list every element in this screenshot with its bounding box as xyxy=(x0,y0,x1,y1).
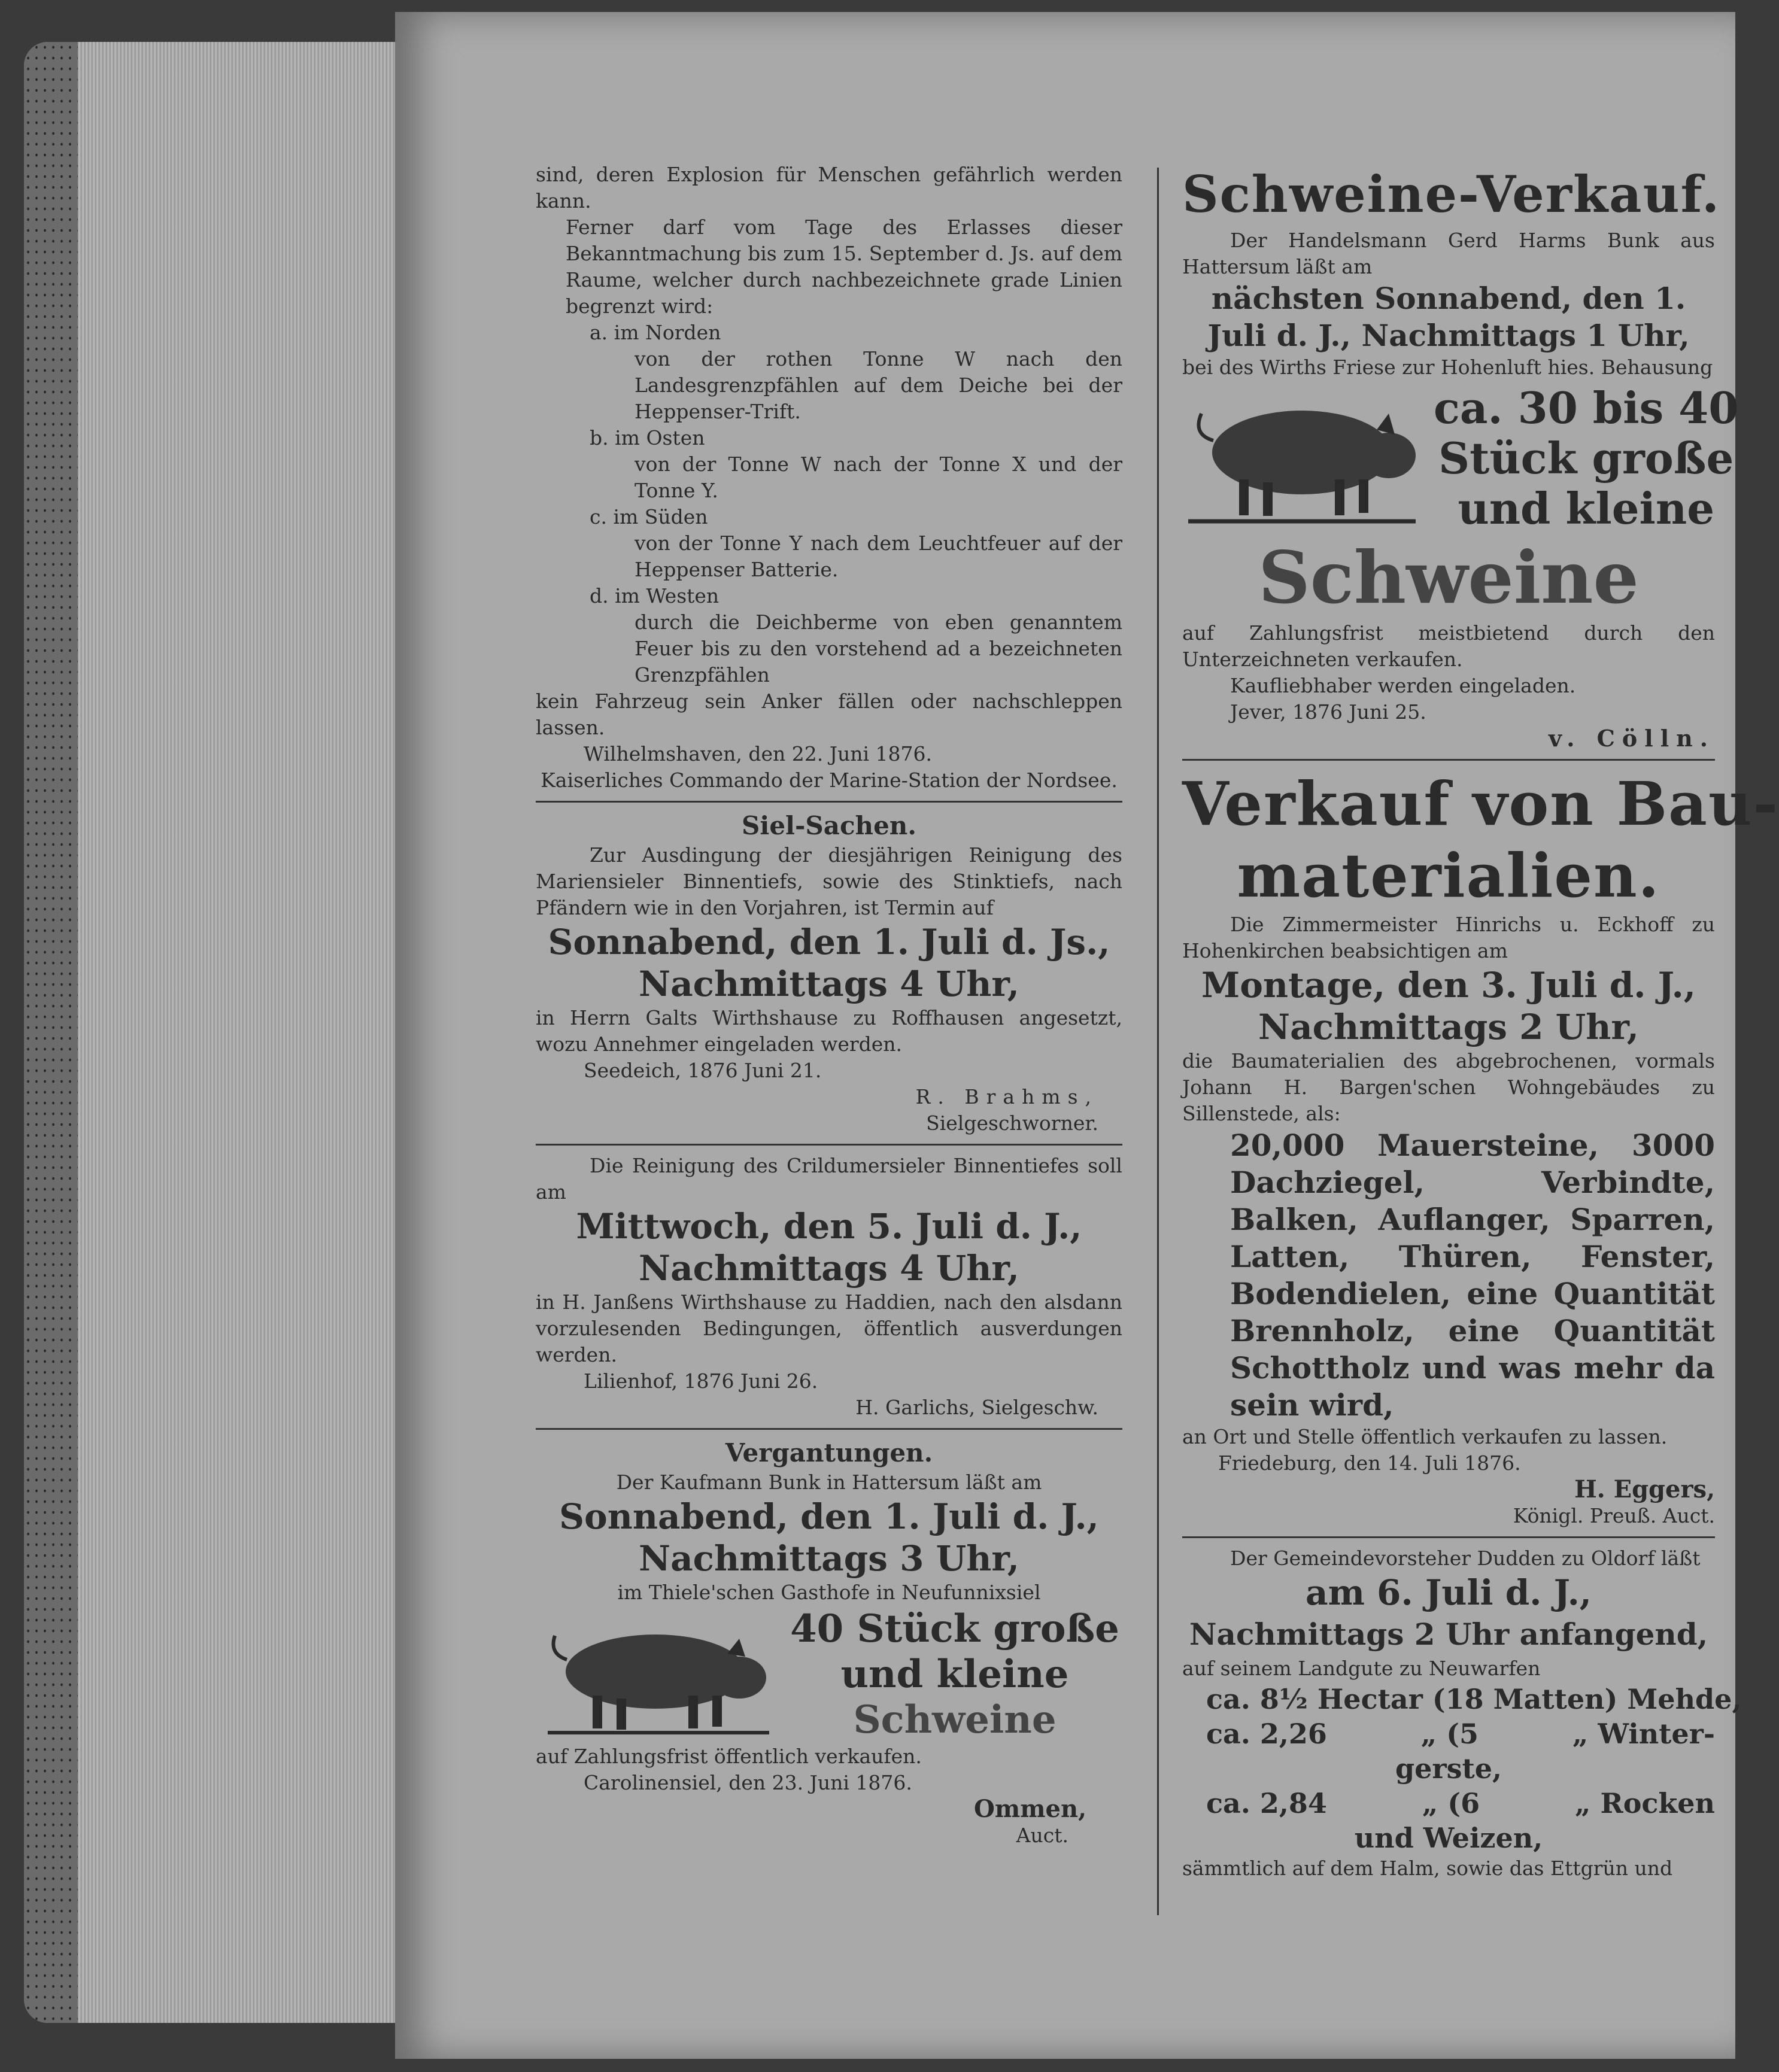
column-divider xyxy=(1157,168,1159,1915)
pig-advert xyxy=(536,1606,1122,1743)
schweine-pig-line2: Stück große xyxy=(1438,433,1734,484)
schweine-place: bei des Wirths Friese zur Hohenluft hies. Behausung xyxy=(1182,356,1713,379)
separator-rule xyxy=(536,1144,1122,1146)
bound-north-label: a. im Norden xyxy=(590,321,721,344)
bau-date: Montage, den 3. Juli d. J., xyxy=(1201,965,1696,1005)
bau-heading-1: Verkauf von Bau- xyxy=(1182,768,1779,839)
schweine-text: Der Handelsmann Gerd Harms Bunk aus Hattersum läßt am xyxy=(1182,229,1715,278)
oldorf-row-3 xyxy=(1182,1786,1715,1821)
pig-illustration-icon xyxy=(1182,381,1422,536)
verg-place: im Thiele'schen Gasthofe in Neufunnixsiel xyxy=(617,1581,1041,1604)
bau-text-1: Die Zimmermeister Hinrichs u. Eckhoff zu Hohenkirchen beabsichtigen am xyxy=(1182,913,1715,962)
verg-signer: Ommen, xyxy=(974,1795,1086,1823)
siel-text: Zur Ausdingung der diesjährigen Reinigung des Mariensieler Binnentiefs, sowie des Stinktiefs, nach Pfändern wie in den Vorjahren, ist Termin auf xyxy=(536,843,1122,919)
verg-terms: auf Zahlungsfrist öffentlich verkaufen. xyxy=(536,1745,922,1768)
bound-west-text: durch die Deichberme von eben genanntem Feuer bis zu den vorstehend ad a bezeichneten Grenzpfählen xyxy=(635,610,1122,686)
verg-pig-line2: und kleine xyxy=(840,1652,1069,1697)
pig-illustration-icon xyxy=(536,1606,775,1743)
oldorf-time: Nachmittags 2 Uhr anfangend, xyxy=(1189,1617,1708,1652)
intro-paragraph-1: sind, deren Explosion für Menschen gefährlich werden kann. xyxy=(536,163,1122,212)
bound-south-text: von der Tonne Y nach dem Leuchtfeuer auf der Heppenser Batterie. xyxy=(635,531,1122,581)
oldorf-row-3-matten: „ (6 xyxy=(1422,1787,1480,1819)
schweine-signer: v. Cölln. xyxy=(1548,725,1715,752)
bound-east-label: b. im Osten xyxy=(590,426,705,449)
verg-text: Der Kaufmann Bunk in Hattersum läßt am xyxy=(616,1471,1042,1494)
schweine-pig-line1: ca. 30 bis 40 xyxy=(1434,382,1739,433)
oldorf-text-1: Der Gemeindevorsteher Dudden zu Oldorf läßt xyxy=(1230,1547,1701,1570)
verg-pig-line3: Schweine xyxy=(853,1697,1057,1742)
schweine-terms: auf Zahlungsfrist meistbietend durch den Unterzeichneten verkaufen. xyxy=(1182,621,1715,671)
siel-place: in Herrn Galts Wirthshause zu Roffhausen angesetzt, wozu Annehmer eingeladen werden. xyxy=(536,1006,1122,1056)
crild-time: Nachmittags 4 Uhr, xyxy=(639,1248,1019,1289)
oldorf-text-3: sämmtlich auf dem Halm, sowie das Ettgrün und xyxy=(1182,1857,1673,1880)
verg-place-date: Carolinensiel, den 23. Juni 1876. xyxy=(584,1771,912,1794)
bau-items: 20,000 Mauersteine, 3000 Dachziegel, Verbindte, Balken, Auflanger, Sparren, Latten, Thüren, Fenster, Bodendielen, eine Quantität Brennholz, eine Quantität Schottholz und was mehr da sein wird, xyxy=(1230,1128,1715,1423)
siel-signer: R. Brahms, xyxy=(915,1085,1098,1108)
oldorf-row-2 xyxy=(1182,1716,1715,1751)
bound-north-text: von der rothen Tonne W nach den Landesgrenzpfählen auf dem Deiche bei der Heppenser-Trift. xyxy=(635,347,1122,423)
siel-date: Sonnabend, den 1. Juli d. Js., xyxy=(548,922,1110,962)
oldorf-row-1: ca. 8½ Hectar (18 Matten) Mehde, xyxy=(1206,1683,1742,1715)
siel-place-date: Seedeich, 1876 Juni 21. xyxy=(584,1059,822,1082)
bau-place-date: Friedeburg, den 14. Juli 1876. xyxy=(1218,1451,1521,1475)
crild-place: in H. Janßens Wirthshause zu Haddien, nach den alsdann vorzulesenden Bedingungen, öffentlich ausverdungen werden. xyxy=(536,1290,1122,1366)
intro-paragraph-2: Ferner darf vom Tage des Erlasses dieser Bekanntmachung bis zum 15. September d. Js. auf dem Raume, welcher durch nachbezeichnete grade Linien begrenzt wird: xyxy=(566,215,1122,318)
bau-time: Nachmittags 2 Uhr, xyxy=(1258,1007,1639,1047)
oldorf-row-3-area: ca. 2,84 xyxy=(1206,1787,1327,1819)
bound-east-text: von der Tonne W nach der Tonne X und der Tonne Y. xyxy=(635,452,1122,502)
right-column xyxy=(1182,162,1779,1957)
left-column xyxy=(536,162,1122,1849)
verg-heading: Vergantungen. xyxy=(725,1438,933,1468)
crild-signer: H. Garlichs, Sielgeschw. xyxy=(855,1396,1098,1419)
authority: Kaiserliches Commando der Marine-Station der Nordsee. xyxy=(541,768,1118,792)
separator-rule xyxy=(536,1428,1122,1430)
bound-west-label: d. im Westen xyxy=(590,584,720,607)
oldorf-row-2-area: ca. 2,26 xyxy=(1206,1718,1327,1750)
schweine-place-date: Jever, 1876 Juni 25. xyxy=(1230,700,1426,724)
bau-heading-2: materialien. xyxy=(1237,840,1660,911)
book-cover-edge xyxy=(24,42,78,2023)
oldorf-row-3-crop-cont: und Weizen, xyxy=(1354,1822,1543,1854)
bau-text-2: die Baumaterialien des abgebrochenen, vormals Johann H. Bargen'schen Wohngebäudes zu Sillenstede, als: xyxy=(1182,1049,1715,1125)
oldorf-text-2: auf seinem Landgute zu Neuwarfen xyxy=(1182,1657,1541,1680)
bound-south-label: c. im Süden xyxy=(590,505,708,528)
place-date: Wilhelmshaven, den 22. Juni 1876. xyxy=(584,742,932,765)
siel-signer-title: Sielgeschworner. xyxy=(926,1111,1098,1135)
bau-signer-title: Königl. Preuß. Auct. xyxy=(1513,1504,1715,1527)
schweine-big-word: Schweine xyxy=(1258,536,1639,620)
verg-time: Nachmittags 3 Uhr, xyxy=(639,1538,1019,1579)
verg-pig-line1: 40 Stück große xyxy=(790,1606,1119,1651)
siel-time: Nachmittags 4 Uhr, xyxy=(639,964,1019,1004)
separator-rule xyxy=(1182,1536,1715,1538)
separator-rule xyxy=(536,801,1122,803)
bau-signer: H. Eggers, xyxy=(1574,1475,1715,1503)
siel-heading: Siel-Sachen. xyxy=(742,811,916,840)
oldorf-row-2-matten: „ (5 xyxy=(1420,1718,1479,1750)
crild-place-date: Lilienhof, 1876 Juni 26. xyxy=(584,1369,818,1393)
oldorf-row-3-crop: „ Rocken xyxy=(1575,1787,1715,1819)
closing-text: kein Fahrzeug sein Anker fällen oder nachschleppen lassen. xyxy=(536,689,1122,739)
verg-signer-title: Auct. xyxy=(1016,1824,1068,1847)
oldorf-row-2-crop: „ Winter- xyxy=(1572,1718,1715,1750)
schweine-pig-line3: und kleine xyxy=(1458,483,1715,534)
crild-text: Die Reinigung des Crildumersieler Binnentiefes soll am xyxy=(536,1154,1122,1204)
crild-date: Mittwoch, den 5. Juli d. J., xyxy=(576,1206,1082,1247)
schweine-date: nächsten Sonnabend, den 1. Juli d. J., Nachmittags 1 Uhr, xyxy=(1207,281,1690,353)
bau-text-3: an Ort und Stelle öffentlich verkaufen zu lassen. xyxy=(1182,1425,1668,1448)
oldorf-date: am 6. Juli d. J., xyxy=(1305,1572,1592,1613)
verg-date: Sonnabend, den 1. Juli d. J., xyxy=(559,1496,1099,1537)
separator-rule xyxy=(1182,759,1715,761)
book-page-edges xyxy=(24,42,407,2023)
pig-advert xyxy=(1182,381,1739,536)
schweine-invite: Kaufliebhaber werden eingeladen. xyxy=(1230,674,1576,697)
oldorf-row-2-crop-cont: gerste, xyxy=(1395,1752,1502,1785)
schweine-heading: Schweine-Verkauf. xyxy=(1182,165,1721,224)
